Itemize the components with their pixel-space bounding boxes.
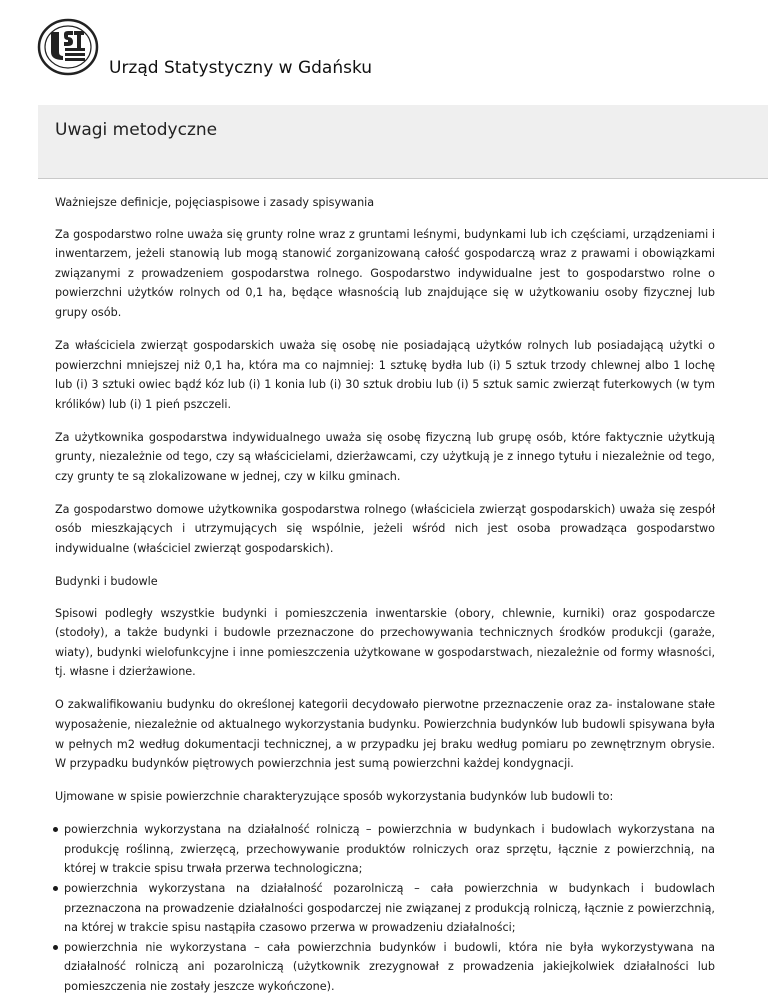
paragraph-area-intro: Ujmowane w spisie powierzchnie charakteryzujące sposób wykorzystania budynków lub budowli to: <box>55 790 614 804</box>
section-heading-buildings: Budynki i budowle <box>55 575 158 589</box>
list-item <box>55 820 715 879</box>
bullet-icon <box>53 945 58 950</box>
title-banner <box>38 105 768 179</box>
list-item-text: powierzchnia nie wykorzystana – cała powierzchnia budynków i budowli, która nie była wykorzystywana na działalność rolniczą ani pozarolniczą (użytkownik zrezygnował z prowadzenia jakiejkolwiek działalności lub pomieszczenia nie zostały jeszcze wykończone). <box>64 940 715 993</box>
page-header <box>37 18 737 78</box>
document-body <box>55 193 715 997</box>
bullet-icon <box>53 827 58 832</box>
paragraph-farm-user: Za użytkownika gospodarstwa indywidualnego uważa się osobę fizyczną lub grupę osób, które faktycznie użytkują grunty, niezależnie od tego, czy są właścicielami, dzierżawcami, czy użytkują je z innego tytułu i niezależnie od tego, czy grunty te są zlokalizowane w jednej, czy w kilku gminach. <box>55 430 715 483</box>
ustat-logo <box>37 18 99 76</box>
section-heading-definitions: Ważniejsze definicje, pojęciaspisowe i zasady spisywania <box>55 196 375 209</box>
list-item-text: powierzchnia wykorzystana na działalność rolniczą – powierzchnia w budynkach i budowlach wykorzystana na produkcję roślinną, zwierzęcą, przechowywanie produktów rolniczych oraz sprzętu, łącznie z powierzchnią, na której w trakcie spisu trwała przerwa technologiczna; <box>64 823 715 876</box>
bullet-icon <box>53 886 58 891</box>
list-item <box>55 938 715 997</box>
list-item-text: powierzchnia wykorzystana na działalność pozarolniczą – cała powierzchnia w budynkach i budowlach przeznaczona na prowadzenie działalności gospodarczej nie związanej z produkcją rolniczą, łącznie z powierzchnią, na której w trakcie spisu nastąpiła czasowo przerwa w prowadzeniu działalności; <box>64 881 715 935</box>
paragraph-household: Za gospodarstwo domowe użytkownika gospodarstwa rolnego (właściciela zwierząt gospodarskich) uważa się zespół osób mieszkających i utrzymujących się wspólnie, jeżeli wśród nich jest osoba prowadząca gospodarstwo indywidualne (właściciel zwierząt gospodarskich). <box>55 502 715 556</box>
area-types-list <box>55 820 715 996</box>
paragraph-farm-definition: Za gospodarstwo rolne uważa się grunty rolne wraz z gruntami leśnymi, budynkami lub ich częściami, urządzeniami i inwentarzem, jeżeli stanowią lub mogą stanowić zorganizowaną całość gospodarczą wraz z prawami i obowiązkami związanymi z prowadzeniem gospodarstwa rolnego. Gospodarstwo indywidualne jest to gospodarstwo rolne o powierzchni użytków rolnych od 0,1 ha, będące własnością lub znajdujące się w użytkowaniu osoby fizycznej lub grupy osób. <box>55 227 715 319</box>
page-title: Uwagi metodyczne <box>55 120 218 140</box>
list-item <box>55 879 715 938</box>
organization-name: Urząd Statystyczny w Gdańsku <box>109 58 373 78</box>
paragraph-buildings-scope: Spisowi podległy wszystkie budynki i pomieszczenia inwentarskie (obory, chlewnie, kurniki) oraz gospodarcze (stodoły), a także budynki i budowle przeznaczone do przechowywania technicznych środków produkcji (garaże, wiaty), budynki wielofunkcyjne i inne pomieszczenia użytkowane w gospodarstwach, niezależnie od formy własności, tj. własne i dzierżawione. <box>55 606 715 679</box>
paragraph-livestock-owner: Za właściciela zwierząt gospodarskich uważa się osobę nie posiadającą użytków rolnych lub posiadającą użytki o powierzchni mniejszej niż 0,1 ha, która ma co najmniej: 1 sztukę bydła lub (i) 5 sztuk trzody chlewnej albo 1 lochę lub (i) 3 sztuki owiec bądź kóz lub (i) 1 konia lub (i) 30 sztuk drobiu lub (i) 5 sztuk samic zwierząt futerkowych (w tym królików) lub (i) 1 pień pszczeli. <box>55 338 715 411</box>
paragraph-building-category: O zakwalifikowaniu budynku do określonej kategorii decydowało pierwotne przeznaczenie oraz za- instalowane stałe wyposażenie, niezależnie od aktualnego wykorzystania budynku. Powierzchnia budynków lub budowli spisywana była w pełnych m2 według dokumentacji technicznej, a w przypadku jej braku według pomiaru po zewnętrznym obrysie. W przypadku budynków piętrowych powierzchnia jest sumą powierzchni każdej kondygnacji. <box>55 698 715 771</box>
